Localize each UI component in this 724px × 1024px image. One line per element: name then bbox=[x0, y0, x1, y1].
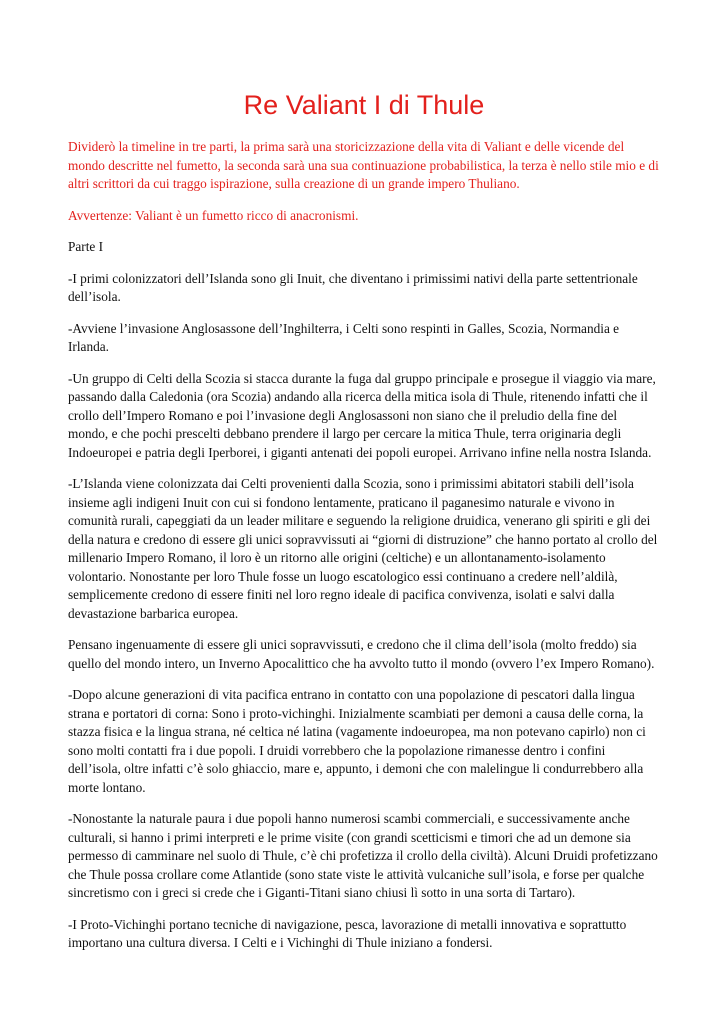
body-paragraph: Pensano ingenuamente di essere gli unici sopravvissuti, e credono che il clima dell’isola (molto freddo) sia quello del mondo intero, un Inverno Apocalittico che ha avvolto tutto il mondo (ovvero l’ex Impero Romano). bbox=[68, 637, 655, 671]
body-paragraph: -I Proto-Vichinghi portano tecniche di navigazione, pesca, lavorazione di metalli innovativa e soprattutto importano una cultura diversa. I Celti e i Vichinghi di Thule iniziano a fondersi. bbox=[68, 916, 627, 950]
body-paragraph: -Un gruppo di Celti della Scozia si stacca durante la fuga dal gruppo principale e prosegue il viaggio via mare, passando dalla Caledonia (ora Scozia) andando alla ricerca della mitica isola di Thule, ritenendo infatti che il crollo dell’Impero Romano e poi l’invasione degli Anglosassoni non siano che il preludio della fine del mondo, e che pochi prescelti debbano prendere il largo per cercare la mitica Thule, terra originaria degli Indoeuropei e patria degli Iperborei, i giganti antenati dei popoli europei. Arrivano infine nella nostra Islanda. bbox=[68, 370, 656, 460]
body-paragraph: -Dopo alcune generazioni di vita pacifica entrano in contatto con una popolazione di pescatori dalla lingua strana e portatori di corna: Sono i proto-vichinghi. Inizialmente scambiati per demoni a causa delle corna, la stazza fisica e la lingua strana, né celtica né latina (vagamente indoeuropea, ma non potevano capirlo) non ci sono molti contatti fra i due popoli. I druidi vorrebbero che la popolazione rimanesse dentro i confini dell’isola, oltre infatti c’è solo ghiaccio, mare e, appunto, i demoni che con malelingue li condurrebbero alla morte lontano. bbox=[68, 687, 646, 795]
body-paragraph: -L’Islanda viene colonizzata dai Celti provenienti dalla Scozia, sono i primissimi abitatori stabili dell’isola insieme agli indigeni Inuit con cui si fondono lentamente, praticano il paganesimo naturale e vivono in comunità rurali, capeggiati da un leader militare e seguendo la religione druidica, venerano gli spiriti e gli dei della natura e credono di essere gli unici sopravvissuti ai “giorni di distruzione” che hanno portato al crollo del millenario Impero Romano, il loro è un ritorno alle origini (celtiche) e un allontanamento-isolamento volontario. Nonostante per loro Thule fosse un luogo escatologico essi continuano a credere nell’aldilà, semplicemente credono di essere finiti nel loro regno ideale di pacifica convivenza, isolati e salvi dalla devastazione barbarica europea. bbox=[68, 476, 658, 621]
body-paragraph: -Avviene l’invasione Anglosassone dell’Inghilterra, i Celti sono respinti in Galles, Scozia, Normandia e Irlanda. bbox=[68, 320, 620, 354]
document-title: Re Valiant I di Thule bbox=[243, 90, 485, 120]
warning-paragraph: Avvertenze: Valiant è un fumetto ricco di anacronismi. bbox=[68, 207, 359, 223]
body-paragraph: -I primi colonizzatori dell’Islanda sono gli Inuit, che diventano i primissimi nativi della parte settentrionale dell’isola. bbox=[68, 270, 638, 304]
body-paragraph: -Nonostante la naturale paura i due popoli hanno numerosi scambi commerciali, e successivamente anche culturali, si hanno i primi interpreti e le prime visite (con grandi scetticismi e timori che ad un demone sia permesso di camminare nel suolo di Thule, c’è chi profetizza il crollo della civiltà). Alcuni Druidi profetizzano che Thule possa crollare come Atlantide (sono state viste le attività vulcaniche sull’isola, e forse per qualche sincretismo con i greci si crede che i Giganti-Titani siano chiusi lì sotto in una sorta di Tartaro). bbox=[68, 811, 658, 900]
section-heading: Parte I bbox=[68, 239, 104, 254]
intro-paragraph: Dividerò la timeline in tre parti, la prima sarà una storicizzazione della vita di Valiant e delle vicende del mondo descritte nel fumetto, la seconda sarà una sua continuazione probabilistica, la terza è nello stile mio e di altri scrittori da cui traggo ispirazione, sulla creazione di un grande impero Thuliano. bbox=[68, 139, 659, 191]
